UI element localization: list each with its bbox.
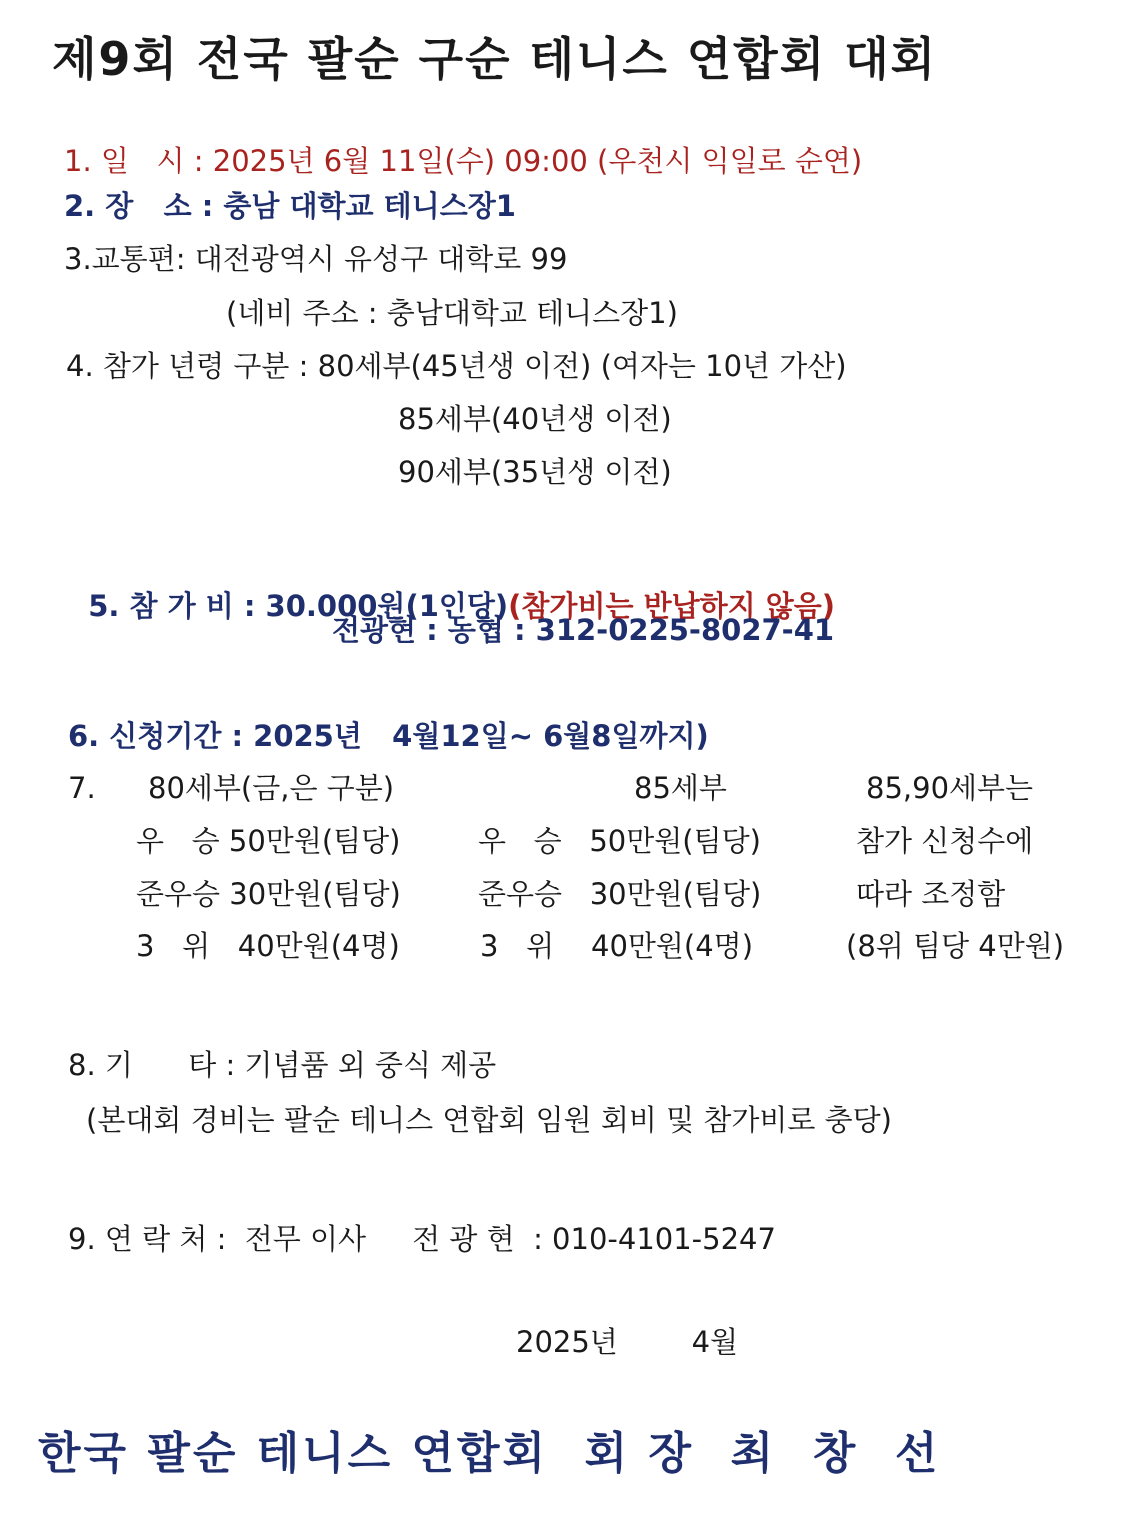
item-etc: 8. 기 타 : 기념품 외 중식 제공 [68,1048,497,1082]
prize-85-runnerup: 준우승 30만원(팀당) [478,877,762,911]
item-account: 전광현 : 농협 : 312-0225-8027-41 [332,613,835,647]
item-navi: (네비 주소 : 충남대학교 테니스장1) [226,296,678,330]
item-age-90: 90세부(35년생 이전) [398,455,672,489]
item-place: 2. 장 소 : 충남 대학교 테니스장1 [64,189,516,223]
prize-number: 7. [68,771,96,805]
prize-85-third: 3 위 40만원(4명) [480,929,754,963]
prize-note-1: 참가 신청수에 [856,824,1034,858]
item-etc-note: (본대회 경비는 팔순 테니스 연합회 임원 회비 및 참가비로 충당) [86,1103,892,1137]
footer-signature: 한국 팔순 테니스 연합회 회 장 최 창 선 [38,1428,941,1479]
item-contact: 9. 연 락 처 : 전무 이사 전 광 현 : 010-4101-5247 [68,1222,776,1256]
item-period: 6. 신청기간 : 2025년 4월12일~ 6월8일까지) [68,719,709,753]
issue-date: 2025년 4월 [516,1325,739,1359]
prize-header-8590: 85,90세부는 [866,771,1034,805]
fee-amount: 5. 참 가 비 : 30.000원(1인당) [88,589,509,623]
item-transport: 3.교통편: 대전광역시 유성구 대학로 99 [64,242,568,276]
item-age-85: 85세부(40년생 이전) [398,402,672,436]
prize-80-runnerup: 준우승 30만원(팀당) [136,877,401,911]
item-date: 1. 일 시 : 2025년 6월 11일(수) 09:00 (우천시 익일로 순연) [64,144,863,178]
prize-85-winner: 우 승 50만원(팀당) [478,824,761,858]
prize-note-2: 따라 조정함 [856,877,1006,911]
fee-note: (참가비는 반납하지 않음) [508,589,835,623]
prize-header-85: 85세부 [634,771,727,805]
prize-80-third: 3 위 40만원(4명) [136,929,400,963]
page-title: 제9회 전국 팔순 구순 테니스 연합회 대회 [52,32,938,86]
item-age-80: 4. 참가 년령 구분 : 80세부(45년생 이전) (여자는 10년 가산) [66,349,847,383]
prize-note-3: (8위 팀당 4만원) [846,929,1065,963]
prize-80-winner: 우 승 50만원(팀당) [136,824,401,858]
prize-header-80: 80세부(금,은 구분) [148,771,395,805]
